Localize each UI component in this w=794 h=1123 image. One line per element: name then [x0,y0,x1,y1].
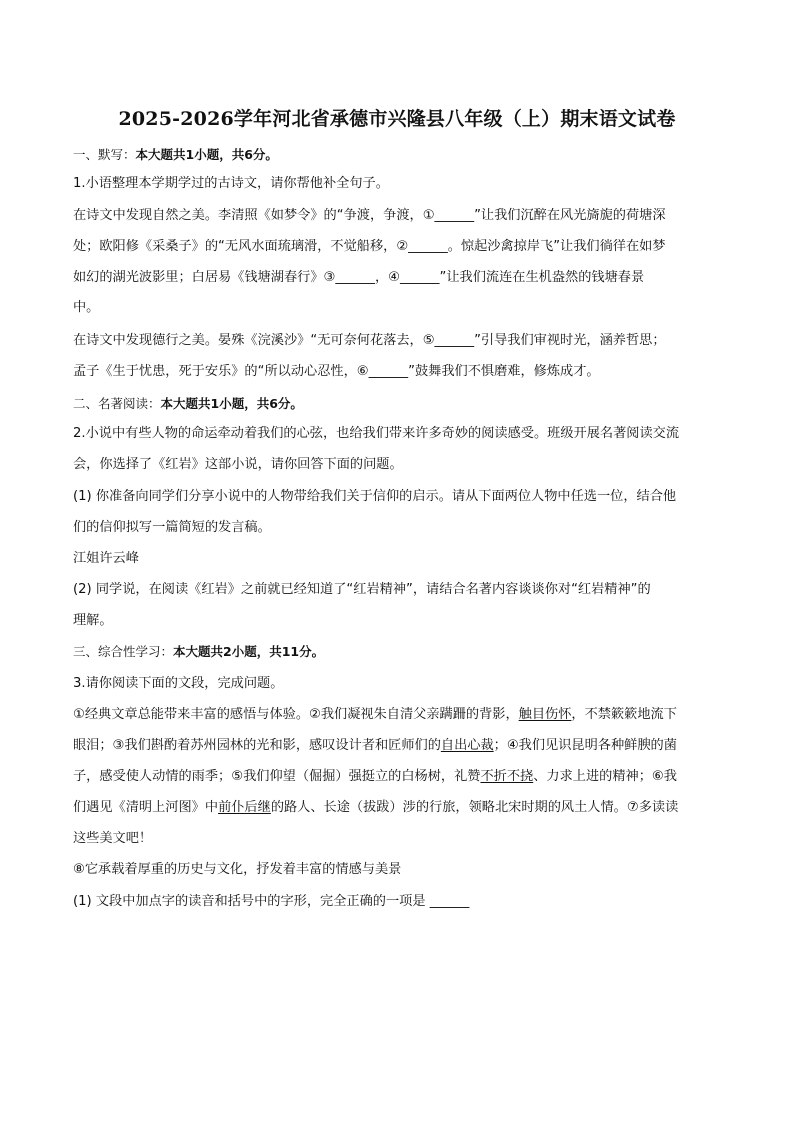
section-heading-3 [73,642,733,662]
question-2-sub2: (2) 同学说，在阅读《红岩》之前就已经知道了“红岩精神”，请结合名著内容谈谈你对“红岩精神”的 [73,582,651,597]
question-1-line: 在诗文中发现德行之美。晏殊《浣溪沙》“无可奈何花落去，⑤______”引导我们审视时光，涵养哲思； [73,333,666,348]
section-info: 本大题共1小题，共6分。 [135,147,278,162]
passage-line [73,705,733,725]
question-1-stem: 1.小语整理本学期学过的古诗文，请你帮他补全句子。 [73,176,389,191]
underlined-phrase: 触目伤怀 [518,707,572,722]
question-1-line: 孟子《生于忧患，死于安乐》的“所以动心忍性，⑥______”鼓舞我们不惧磨难，修炼成才。 [73,364,600,379]
page-title: 2025-2026学年河北省承德市兴隆县八年级（上）期末语文试卷 [118,108,676,130]
question-2-sub2: 理解。 [73,613,113,628]
passage-line [73,767,733,787]
question-1-line: 在诗文中发现自然之美。李清照《如梦令》的“争渡，争渡，①______”让我们沉醉在风光旖旎的荷塘深 [73,208,666,223]
underlined-phrase: 自出心裁 [440,738,494,753]
passage-text: ；④我们见识昆明各种鲜腴的菌 [493,738,677,753]
passage-text: 眼泪；③我们斟酌着苏州园林的光和影，感叹设计者和匠师们的 [73,738,441,753]
passage-text: 的路人、长途（拔跋）涉的行旅，领略北宋时期的风土人情。⑦多读读 [270,800,679,815]
passage-text: ，不禁簌簌地流下 [571,707,677,722]
question-1-line: 中。 [73,300,100,315]
passage-text: 子，感受使人动情的雨季；⑤我们仰望（倔掘）强挺立的白杨树，礼赞 [73,769,481,784]
underlined-phrase: 不折不挠 [480,769,534,784]
section-info: 本大题共1小题，共6分。 [160,396,303,411]
underlined-phrase: 前仆后继 [218,800,271,815]
section-heading-1 [73,145,733,165]
passage-text: 、力求上进的精神；⑥我 [533,769,677,784]
section-prefix: 二、名著阅读： [73,396,161,411]
question-1-line: 处；欧阳修《采桑子》的“无风水面琉璃滑，不觉船移，②______。惊起沙禽掠岸飞”让我们徜徉在如梦 [73,239,666,254]
passage-text: ①经典文章总能带来丰富的感悟与体验。②我们凝视朱自清父亲蹒跚的背影， [73,707,519,722]
question-2-options: 江姐许云峰 [73,551,139,566]
passage-line: ⑧它承载着厚重的历史与文化，抒发着丰富的情感与美景 [73,862,402,877]
section-heading-2 [73,394,733,414]
passage-line: 这些美文吧！ [73,831,153,846]
passage-text: 们遇见《清明上河图》中 [73,800,219,815]
question-2-stem: 会，你选择了《红岩》这部小说，请你回答下面的问题。 [73,457,403,472]
section-prefix: 一、默写： [73,147,136,162]
question-2-sub1: (1) 你准备向同学们分享小说中的人物带给我们关于信仰的启示。请从下面两位人物中任选一位，结合他 [73,489,677,504]
passage-line [73,736,733,756]
section-prefix: 三、综合性学习： [73,644,174,659]
question-2-sub1: 们的信仰拟写一篇简短的发言稿。 [73,520,271,535]
question-3-sub1: (1) 文段中加点字的读音和括号中的字形，完全正确的一项是 ______ [73,894,470,909]
passage-line [73,798,733,818]
question-1-line: 如幻的湖光波影里；白居易《钱塘湖春行》③______，④______”让我们流连在生机盎然的钱塘春景 [73,270,645,285]
question-2-stem: 2.小说中有些人物的命运牵动着我们的心弦，也给我们带来许多奇妙的阅读感受。班级开展名著阅读交流 [73,426,680,441]
question-3-stem: 3.请你阅读下面的文段，完成问题。 [73,676,284,691]
section-info: 本大题共2小题，共11分。 [173,644,325,659]
